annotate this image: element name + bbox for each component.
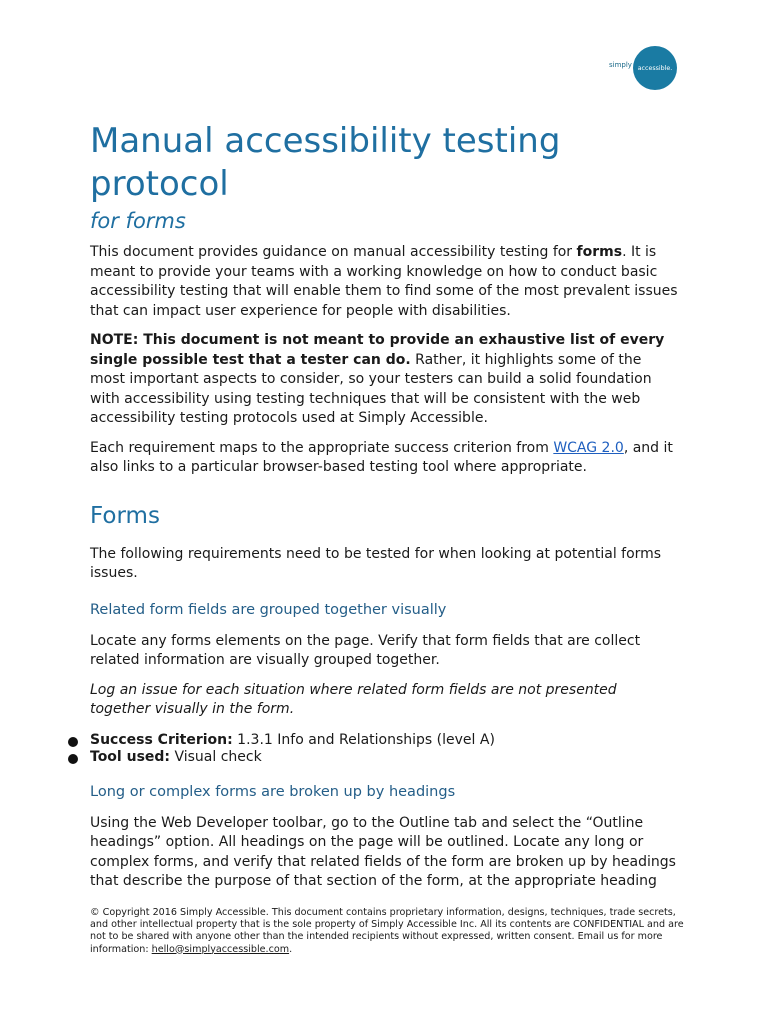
logo-circle [633, 46, 677, 90]
note-paragraph [90, 331, 680, 429]
bullet-icon [68, 754, 78, 764]
forms-intro: The following requirements need to be tested for when looking at potential forms issues. [90, 545, 662, 581]
document-body [90, 120, 680, 892]
footer-text: Copyright 2016 Simply Accessible. This document contains proprietary information, designs, techniques, trade secrets, and other intellectual property that is the sole property of Simply Accessible Inc. All its contents are CONFIDENTIAL and are not to be shared with anyone other than the intended recipients without expressed, written consent. Email us for more information: [90, 907, 684, 955]
tool-item [90, 749, 680, 766]
page-title: Manual accessibility testing protocol [90, 121, 561, 204]
section1-criteria-list [90, 732, 680, 766]
copyright-footer [90, 907, 690, 956]
section1-heading: Related form fields are grouped together visually [90, 601, 447, 618]
tool-value: Visual check [170, 748, 262, 765]
tool-label: Tool used: [90, 748, 171, 765]
footer-end: . [289, 943, 293, 955]
note-bold: NOTE: This document is not meant to provide an exhaustive list of every single possible test that a tester can do. [90, 332, 665, 368]
section2-heading: Long or complex forms are broken up by headings [90, 783, 456, 800]
intro-text-end: . It is meant to provide your teams with a working knowledge on how to conduct basic accessibility testing that will enable them to find some of the most prevalent issues that can impact user experience for people with disabilities. [90, 244, 678, 319]
section1-log-note: Log an issue for each situation where related form fields are not presented together visually in the form. [90, 681, 617, 717]
wcag-paragraph [90, 439, 680, 478]
copyright-icon: © [90, 907, 100, 918]
wcag-link[interactable]: WCAG 2.0 [553, 439, 624, 456]
criterion-value: 1.3.1 Info and Relationships (level A) [232, 731, 495, 748]
intro-bold-forms: forms [576, 244, 623, 260]
criterion-item [90, 732, 680, 749]
criterion-label: Success Criterion: [90, 731, 233, 748]
forms-heading: Forms [90, 502, 160, 529]
bullet-icon [68, 737, 78, 747]
page-subtitle: for forms [90, 209, 186, 233]
section1-body: Locate any forms elements on the page. Verify that form fields that are collect related information are visually grouped together. [90, 632, 641, 668]
logo-text-accessible: accessible. [637, 64, 673, 72]
wcag-text-end: , and it also links to a particular browser-based testing tool where appropriate. [90, 439, 673, 475]
footer-email-link[interactable]: hello@simplyaccessible.com [151, 943, 290, 955]
simply-accessible-logo [609, 46, 677, 90]
note-text: Rather, it highlights some of the most important aspects to consider, so your testers can build a solid foundation with accessibility using testing techniques that will be consistent with the web accessibility testing protocols used at Simply Accessible. [90, 351, 652, 426]
section2-body: Using the Web Developer toolbar, go to the Outline tab and select the “Outline headings” option. All headings on the page will be outlined. Locate any long or complex forms, and verify that related fields of the form are broken up by headings that describe the purpose of that section of the form, at the appropriate heading [90, 814, 676, 889]
intro-paragraph [90, 243, 680, 321]
logo-text-simply: simply [609, 61, 632, 69]
wcag-text-start: Each requirement maps to the appropriate success criterion from [90, 439, 554, 456]
intro-text-start: This document provides guidance on manual accessibility testing for [90, 244, 577, 260]
